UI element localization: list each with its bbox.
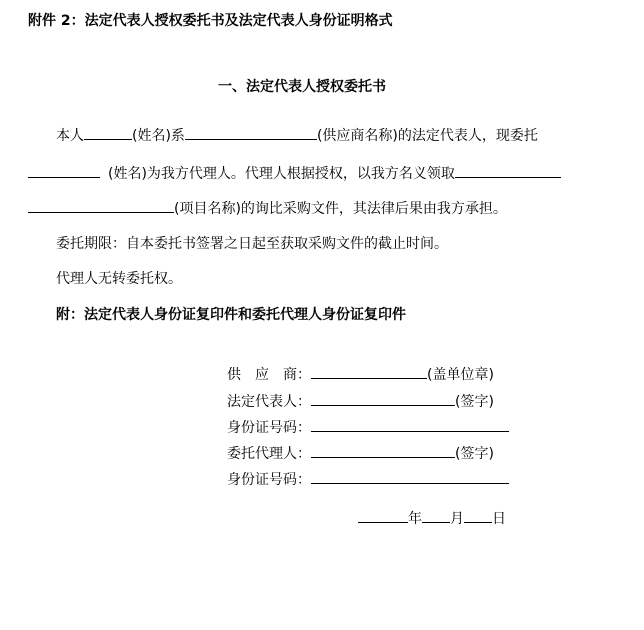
name-blank[interactable]: [84, 125, 132, 140]
attachment-note: 附：法定代表人身份证复印件和委托代理人身份证复印件: [56, 307, 406, 323]
supplier-label: 供 应 商：: [227, 367, 311, 383]
id2-blank[interactable]: [311, 469, 509, 484]
receive-blank[interactable]: [455, 163, 561, 178]
agent-name-blank[interactable]: [28, 163, 100, 178]
document-header: 附件 2：法定代表人授权委托书及法定代表人身份证明格式: [28, 13, 393, 29]
day-label: 日: [492, 511, 506, 527]
no-transfer-text: 代理人无转委托权。: [56, 271, 182, 287]
signature-id-2: [227, 469, 509, 488]
signature-supplier: [227, 364, 494, 383]
text-name-xi: (姓名)系: [132, 128, 185, 144]
signature-id-1: [227, 417, 509, 436]
legal-rep-label: 法定代表人：: [227, 394, 311, 410]
text-agent: (姓名)为我方代理人。代理人根据授权，以我方名义领取: [108, 166, 455, 182]
text-benren: 本人: [56, 128, 84, 144]
agent-label: 委托代理人：: [227, 446, 311, 462]
id1-blank[interactable]: [311, 417, 509, 432]
year-label: 年: [408, 511, 422, 527]
project-name-blank[interactable]: [28, 198, 174, 213]
supplier-name-blank[interactable]: [185, 125, 317, 140]
month-label: 月: [450, 511, 464, 527]
supplier-sign-blank[interactable]: [311, 364, 427, 379]
id2-label: 身份证号码：: [227, 472, 311, 488]
term-text: 委托期限：自本委托书签署之日起至获取采购文件的截止时间。: [56, 236, 448, 252]
legal-rep-suffix: (签字): [455, 394, 494, 410]
legal-rep-sign-blank[interactable]: [311, 391, 455, 406]
agent-sign-blank[interactable]: [311, 443, 455, 458]
agent-suffix: (签字): [455, 446, 494, 462]
para1-line3: [28, 198, 507, 217]
id1-label: 身份证号码：: [227, 420, 311, 436]
signature-agent: [227, 443, 494, 462]
para1-line1: [56, 125, 538, 144]
text-supplier-rep: (供应商名称)的法定代表人，现委托: [316, 128, 538, 144]
para1-line2: [28, 163, 561, 182]
day-blank[interactable]: [464, 508, 492, 523]
signature-legal-rep: [227, 391, 494, 410]
year-blank[interactable]: [358, 508, 408, 523]
date-line: [358, 508, 506, 527]
month-blank[interactable]: [422, 508, 450, 523]
section-title: 一、法定代表人授权委托书: [218, 79, 386, 95]
text-project: (项目名称)的询比采购文件，其法律后果由我方承担。: [174, 201, 507, 217]
supplier-suffix: (盖单位章): [427, 367, 494, 383]
